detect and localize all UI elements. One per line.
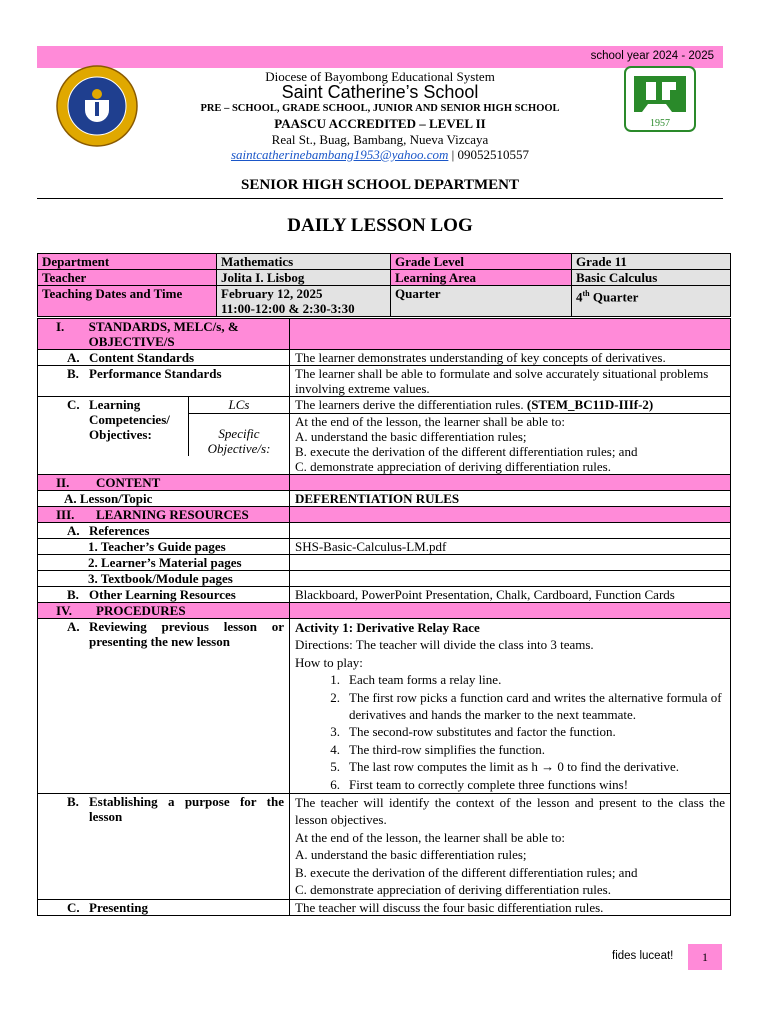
topic-value: DEFERENTIATION RULES bbox=[290, 491, 731, 507]
references-label: A. References bbox=[38, 523, 290, 539]
activity-directions: Directions: The teacher will divide the class into 3 teams. bbox=[295, 637, 594, 653]
divider bbox=[37, 198, 723, 199]
presenting-label: C. Presenting bbox=[38, 899, 290, 915]
page-number: 1 bbox=[688, 944, 722, 970]
lcs-value: The learners derive the differentiation rules. (STEM_BC11D-IIIf-2) bbox=[290, 397, 730, 414]
purpose-value: The teacher will identify the context of the lesson and present to the class the lesson objectives. At the end of the lesson, the learner shall be able to: A. understand the basic differentiation rules; B. execute the derivation of the different differentiation rules; and C. demonstrate appreciation of deriving differentiation rules. bbox=[290, 794, 731, 899]
activity-how: How to play: bbox=[295, 654, 363, 670]
dates-value bbox=[217, 286, 391, 317]
logo-year: 1957 bbox=[650, 118, 670, 129]
teachers-guide-label: 1. Teacher’s Guide pages bbox=[38, 539, 290, 555]
section-resources: III. LEARNING RESOURCES bbox=[38, 507, 290, 523]
activity-title: Activity 1: Derivative Relay Race bbox=[295, 620, 480, 635]
grade-label: Grade Level bbox=[391, 254, 572, 270]
lesson-log-table bbox=[37, 318, 731, 916]
school-levels: PRE – SCHOOL, GRADE SCHOOL, JUNIOR AND SENIOR HIGH SCHOOL bbox=[200, 103, 560, 114]
content-standards-label: A. Content Standards bbox=[38, 350, 290, 366]
school-name: Saint Catherine’s School bbox=[281, 82, 479, 102]
top-banner bbox=[37, 46, 723, 68]
list-item: 4. The third-row simplifies the function. bbox=[330, 741, 546, 757]
activity-cell bbox=[290, 619, 731, 794]
phone: | 09052510557 bbox=[451, 147, 529, 162]
grade-value: Grade 11 bbox=[572, 254, 731, 270]
presenting-value: The teacher will discuss the four basic differentiation rules. bbox=[290, 899, 731, 915]
school-seal-logo bbox=[55, 64, 139, 148]
competencies-cell bbox=[38, 397, 290, 475]
quarter-value: 4th Quarter bbox=[572, 286, 731, 317]
teachers-guide-value: SHS-Basic-Calculus-LM.pdf bbox=[290, 539, 731, 555]
purpose-label: B. Establishing a purpose for the lesson bbox=[38, 794, 290, 899]
list-item: 1. Each team forms a relay line. bbox=[330, 672, 502, 688]
department-label: Department bbox=[38, 254, 217, 270]
department-heading: SENIOR HIGH SCHOOL DEPARTMENT bbox=[241, 177, 519, 193]
list-item: 2. The first row picks a function card and writes the alternative formula of derivatives and hands the marker to the next teammate. bbox=[330, 689, 722, 723]
email-link[interactable]: saintcatherinebambang1953@yahoo.com bbox=[230, 147, 449, 162]
anniversary-logo bbox=[624, 66, 696, 132]
quarter-label: Quarter bbox=[391, 286, 572, 317]
other-resources-value: Blackboard, PowerPoint Presentation, Chalk, Cardboard, Function Cards bbox=[290, 587, 731, 603]
textbook-label: 3. Textbook/Module pages bbox=[38, 571, 290, 587]
content-standards-value: The learner demonstrates understanding of key concepts of derivatives. bbox=[290, 350, 731, 366]
list-item: 3. The second-row substitutes and factor the function. bbox=[330, 724, 616, 740]
other-resources-label: B. Other Learning Resources bbox=[38, 587, 290, 603]
topic-label: A. Lesson/Topic bbox=[38, 491, 290, 507]
activity-steps bbox=[295, 671, 725, 793]
time-text: 11:00-12:00 & 2:30-3:30 bbox=[221, 301, 355, 316]
teacher-label: Teacher bbox=[38, 270, 217, 286]
page-title: DAILY LESSON LOG bbox=[287, 215, 473, 236]
performance-standards-value: The learner shall be able to formulate and solve accurately situational problems involving extreme values. bbox=[290, 366, 731, 397]
department-value: Mathematics bbox=[217, 254, 391, 270]
performance-standards-label: B. Performance Standards bbox=[38, 366, 290, 397]
section-content: II. CONTENT bbox=[38, 475, 290, 491]
accreditation: PAASCU ACCREDITED – LEVEL II bbox=[274, 116, 486, 131]
specific-objectives-label: Specific Objective/s: bbox=[207, 426, 271, 456]
section-procedures: IV. PROCEDURES bbox=[38, 603, 290, 619]
list-item: 5. The last row computes the limit as h → 0 to find the derivative. bbox=[330, 759, 679, 775]
list-item: 6. First team to correctly complete three functions wins! bbox=[330, 776, 629, 792]
reviewing-label: A. Reviewing previous lesson or presenting the new lesson bbox=[38, 619, 290, 794]
school-year: school year 2024 - 2025 bbox=[590, 50, 714, 62]
learners-material-label: 2. Learner’s Material pages bbox=[38, 555, 290, 571]
area-value: Basic Calculus bbox=[572, 270, 731, 286]
date-text: February 12, 2025 bbox=[221, 286, 323, 301]
area-label: Learning Area bbox=[391, 270, 572, 286]
lesson-info-table bbox=[37, 253, 731, 317]
lcs-label: LCs bbox=[189, 397, 289, 414]
dates-label: Teaching Dates and Time bbox=[38, 286, 217, 317]
teacher-value: Jolita I. Lisbog bbox=[217, 270, 391, 286]
section-standards: I. STANDARDS, MELC/s, & OBJECTIVE/S bbox=[38, 319, 290, 350]
contact-line bbox=[150, 147, 610, 163]
competencies-label: C. Learning Competencies/ Objectives: bbox=[67, 397, 170, 442]
footer-motto: fides luceat! bbox=[612, 950, 674, 962]
diocese-line: Diocese of Bayombong Educational System bbox=[265, 69, 495, 84]
competencies-value: The learners derive the differentiation rules. (STEM_BC11D-IIIf-2) At the end of the lesson, the learner shall be able to: A. understand the basic differentiation rules; B. execute the derivation of the different differentiation rules; and C. demonstrate appreciation of deriving differentiation rules. bbox=[290, 397, 731, 475]
address: Real St., Buag, Bambang, Nueva Vizcaya bbox=[271, 132, 489, 147]
